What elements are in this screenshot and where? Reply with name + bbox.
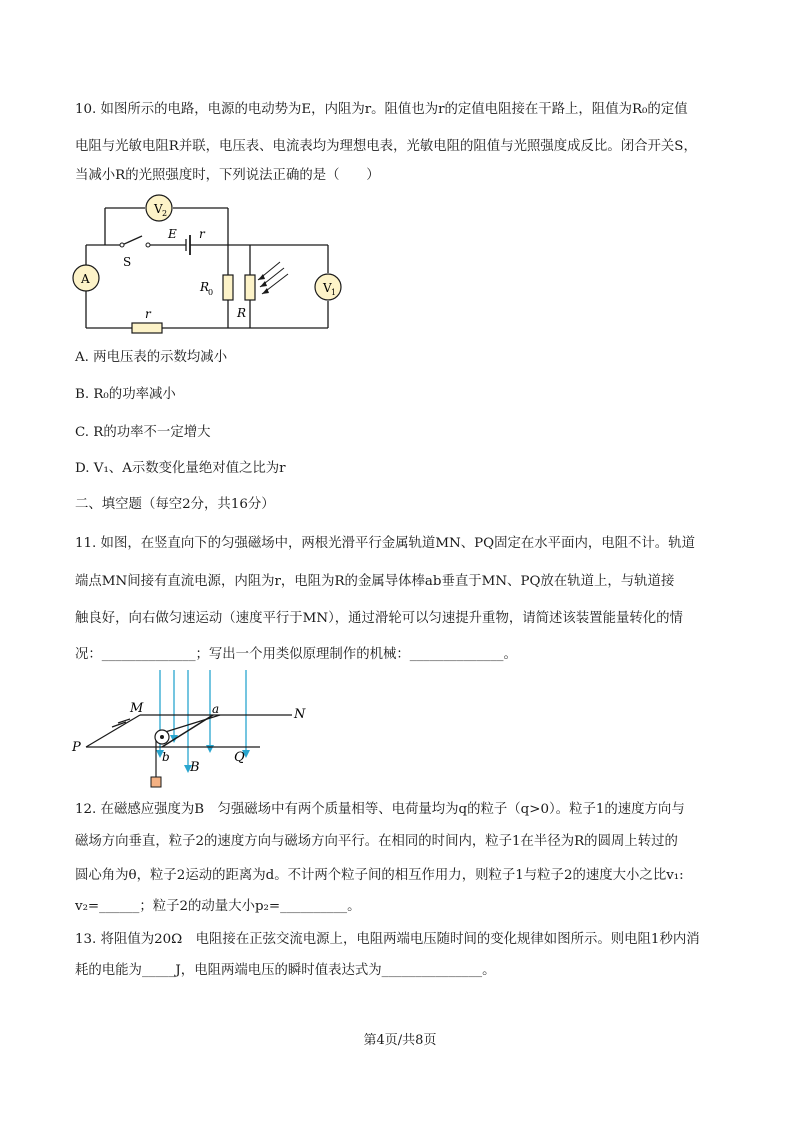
q11-line-3: 触良好，向右做匀速运动（速度平行于MN），通过滑轮可以匀速提升重物，请简述该装置能量转化的情	[75, 611, 683, 626]
q10-option-b: B. R₀的功率减小	[75, 387, 176, 402]
label-m: M	[130, 701, 144, 716]
q10-option-a: A. 两电压表的示数均减小	[75, 350, 228, 365]
label-p: P	[72, 740, 81, 755]
q12-line-4: v₂=______；粒子2的动量大小p₂=__________。	[75, 899, 361, 914]
q10-option-d: D. V₁、A示数变化量绝对值之比为r	[75, 461, 286, 476]
q10-circuit-diagram	[70, 190, 360, 340]
r0-label: R	[200, 280, 210, 294]
q12-line-1: 12. 在磁感应强度为B 匀强磁场中有两个质量相等、电荷量均为q的粒子（q>0）。粒子1的速度方向与	[75, 802, 685, 817]
q10-line-2: 电阻与光敏电阻R并联，电压表、电流表均为理想电表，光敏电阻的阻值与光照强度成反比。闭合开关S，	[75, 139, 697, 154]
label-field-b: B	[190, 760, 200, 775]
v2-label: V	[154, 202, 163, 216]
q11-line-4: 况：______________；写出一个用类似原理制作的机械：______________。	[75, 647, 517, 662]
q11-line-1: 11. 如图，在竖直向下的匀强磁场中，两根光滑平行金属轨道MN、PQ固定在水平面内，电阻不计。轨道	[75, 536, 695, 551]
switch-label: S	[123, 255, 132, 269]
v1-label: V	[323, 281, 332, 295]
emf-label: E	[168, 227, 177, 241]
q13-line-1: 13. 将阻值为20Ω 电阻接在正弦交流电源上，电阻两端电压随时间的变化规律如图所示。则电阻1秒内消	[75, 932, 700, 947]
v1-sub: 1	[331, 288, 337, 297]
photoresistor-label: R	[237, 306, 247, 320]
section-heading: 二、填空题（每空2分，共16分）	[75, 497, 275, 512]
q12-line-3: 圆心角为θ，粒子2运动的距离为d。不计两个粒子间的相互作用力，则粒子1与粒子2的速度大小之比v₁:	[75, 868, 684, 883]
q12-line-2: 磁场方向垂直，粒子2的速度方向与磁场方向平行。在相同的时间内，粒子1在半径为R的圆周上转过的	[75, 834, 678, 849]
label-q: Q	[234, 750, 245, 765]
q10-line-3: 当减小R的光照强度时，下列说法正确的是（ ）	[75, 168, 380, 183]
ammeter-label: A	[81, 272, 90, 286]
internal-r-label: r	[199, 227, 205, 241]
q11-rail-diagram	[70, 665, 330, 790]
v2-sub: 2	[162, 209, 168, 218]
resistor-r-label: r	[145, 307, 151, 321]
label-b: b	[162, 750, 170, 764]
r0-sub: 0	[208, 288, 214, 297]
q11-line-2: 端点MN间接有直流电源，内阻为r，电阻为R的金属导体棒ab垂直于MN、PQ放在轨道上，与轨道接	[75, 574, 675, 589]
q10-line-1: 10. 如图所示的电路，电源的电动势为E，内阻为r。阻值也为r的定值电阻接在干路上，阻值为R₀的定值	[75, 102, 688, 117]
q13-line-2: 耗的电能为_____J，电阻两端电压的瞬时值表达式为_______________。	[75, 963, 496, 978]
label-n: N	[294, 707, 306, 722]
page-footer: 第4页/共8页	[363, 1033, 437, 1048]
q10-option-c: C. R的功率不一定增大	[75, 425, 211, 440]
label-a: a	[212, 702, 220, 716]
